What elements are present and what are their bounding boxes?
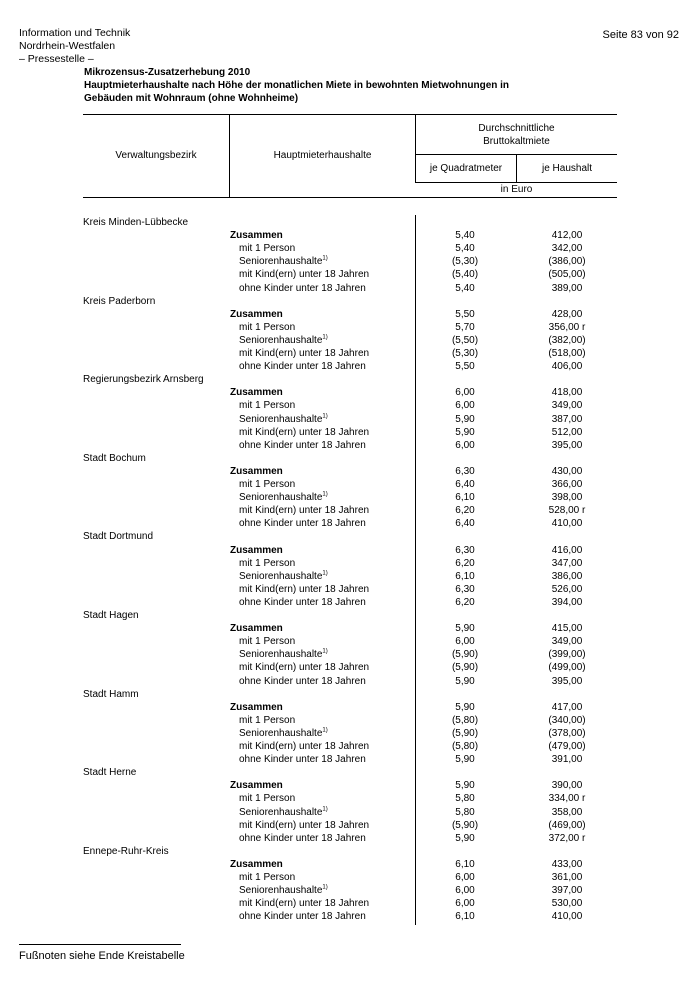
- table-row: [0, 504, 700, 517]
- district-row: [0, 609, 700, 622]
- household-category: [239, 321, 295, 334]
- value-per-sqm: 5,90: [455, 623, 475, 635]
- category-label: ohne Kinder unter 18 Jahren: [239, 518, 366, 530]
- value-per-household: 528,00 r: [548, 505, 586, 517]
- category-label: Seniorenhaushalte: [239, 649, 323, 661]
- district-row: [0, 688, 700, 701]
- value-per-sqm: 5,50: [455, 361, 475, 373]
- value-per-household: 349,00: [551, 636, 583, 648]
- category-label: Zusammen: [230, 544, 283, 556]
- category-label: ohne Kinder unter 18 Jahren: [239, 439, 366, 451]
- table-row: [0, 675, 700, 688]
- value-per-household: (386,00): [548, 256, 586, 268]
- value-per-sqm: 6,40: [455, 518, 475, 530]
- value-per-sqm: 6,00: [455, 400, 475, 412]
- table-row: [0, 413, 700, 426]
- table-row: [0, 308, 700, 321]
- value-per-sqm: 5,80: [455, 793, 475, 805]
- value-per-sqm: 6,00: [455, 636, 475, 648]
- category-label: Zusammen: [230, 465, 283, 477]
- category-label: Seniorenhaushalte: [239, 806, 323, 818]
- district-name: Stadt Hagen: [83, 610, 139, 621]
- table-row: [0, 268, 700, 281]
- table-row: [0, 596, 700, 609]
- table-row: [0, 714, 700, 727]
- district-name: Stadt Dortmund: [83, 531, 154, 543]
- value-per-sqm: 5,90: [455, 780, 475, 792]
- value-per-household: 358,00: [551, 806, 583, 818]
- category-label: mit 1 Person: [239, 557, 296, 569]
- value-per-sqm: (5,40): [451, 269, 479, 281]
- value-per-sqm: 6,10: [455, 492, 475, 504]
- value-per-household: 366,00: [551, 479, 583, 490]
- value-per-sqm: 6,30: [455, 465, 475, 477]
- value-per-sqm: 5,80: [455, 806, 475, 818]
- value-per-sqm: 6,30: [455, 583, 475, 595]
- table-row: [0, 517, 700, 530]
- value-per-household: 530,00: [551, 898, 583, 910]
- category-label: Zusammen: [230, 387, 283, 399]
- household-category: [239, 255, 328, 268]
- value-per-household: 394,00: [551, 596, 583, 608]
- category-label: Seniorenhaushalte: [239, 492, 323, 504]
- value-per-sqm: 5,40: [455, 230, 475, 242]
- household-category: [239, 478, 295, 491]
- household-category: [239, 806, 328, 819]
- value-per-household: 430,00: [551, 465, 583, 477]
- value-per-sqm: 6,00: [455, 885, 475, 897]
- table-row: [0, 229, 700, 242]
- category-label: ohne Kinder unter 18 Jahren: [239, 596, 366, 608]
- value-per-sqm: 5,40: [455, 243, 475, 255]
- household-category: [239, 635, 295, 648]
- table-row: [0, 897, 700, 910]
- value-per-household: 512,00: [551, 426, 583, 438]
- household-category: [230, 229, 283, 242]
- table-row: [0, 792, 700, 805]
- table-row: [0, 648, 700, 661]
- category-label: ohne Kinder unter 18 Jahren: [239, 282, 366, 294]
- value-per-household: 334,00 r: [548, 793, 586, 805]
- district-name: Stadt Hamm: [83, 688, 139, 700]
- category-label: mit Kind(ern) unter 18 Jahren: [239, 819, 370, 831]
- value-per-household: 526,00: [551, 583, 583, 595]
- value-per-household: 391,00: [551, 754, 583, 766]
- table-row: [0, 871, 700, 884]
- household-category: [239, 648, 328, 661]
- table-row: [0, 399, 700, 412]
- district-name: Stadt Bochum: [83, 452, 146, 464]
- district-name: Kreis Paderborn: [83, 295, 156, 307]
- table-top-rule: [83, 114, 617, 115]
- household-category: [239, 819, 369, 832]
- table-row: [0, 622, 700, 635]
- household-category: [230, 701, 283, 714]
- table-row: [0, 858, 700, 871]
- org-line: Information und Technik: [19, 27, 131, 39]
- value-per-sqm: 5,70: [455, 321, 475, 333]
- footnote-marker: 1): [322, 491, 328, 498]
- value-per-household: (518,00): [548, 348, 586, 359]
- value-per-household: 410,00: [551, 911, 583, 923]
- household-category: [239, 661, 369, 674]
- value-per-household: 412,00: [551, 230, 583, 242]
- district-row: [0, 216, 700, 229]
- footnote-marker: 1): [322, 727, 328, 734]
- value-per-household: 387,00: [551, 413, 583, 425]
- household-category: [230, 308, 283, 321]
- value-per-sqm: 6,00: [455, 872, 475, 883]
- value-per-sqm: 5,50: [455, 308, 475, 320]
- household-category: [239, 347, 369, 360]
- value-per-household: (399,00): [548, 649, 586, 661]
- value-per-household: (469,00): [548, 819, 586, 831]
- value-per-sqm: 5,90: [455, 701, 475, 713]
- household-category: [239, 832, 366, 845]
- value-per-sqm: 5,90: [455, 832, 475, 844]
- household-category: [239, 334, 328, 347]
- title-line: Mikrozensus-Zusatzerhebung 2010: [84, 67, 251, 78]
- value-per-household: 372,00 r: [548, 832, 586, 844]
- category-label: mit Kind(ern) unter 18 Jahren: [239, 898, 370, 910]
- household-category: [239, 399, 295, 412]
- table-row: [0, 360, 700, 373]
- category-label: mit 1 Person: [239, 243, 296, 255]
- table-row: [0, 439, 700, 452]
- footnote-reference: Fußnoten siehe Ende Kreistabelle: [19, 950, 185, 962]
- household-category: [239, 910, 366, 923]
- table-row: [0, 426, 700, 439]
- category-label: Zusammen: [230, 623, 283, 635]
- header-verwaltungsbezirk: Verwaltungsbezirk: [115, 150, 197, 161]
- value-per-sqm: 6,10: [455, 911, 475, 923]
- table-row: [0, 635, 700, 648]
- value-per-sqm: 6,20: [455, 505, 475, 517]
- category-label: Seniorenhaushalte: [239, 727, 323, 739]
- table-row: [0, 661, 700, 674]
- household-category: [239, 871, 295, 884]
- category-label: ohne Kinder unter 18 Jahren: [239, 832, 366, 844]
- category-label: Seniorenhaushalte: [239, 413, 323, 425]
- footnote-marker: 1): [322, 884, 328, 891]
- header-group: [416, 122, 617, 148]
- value-per-household: (382,00): [548, 334, 586, 346]
- household-category: [239, 491, 328, 504]
- table-row: [0, 832, 700, 845]
- value-per-sqm: (5,50): [451, 334, 479, 346]
- household-category: [239, 517, 366, 530]
- household-category: [239, 897, 369, 910]
- category-label: mit Kind(ern) unter 18 Jahren: [239, 583, 370, 595]
- table-row: [0, 583, 700, 596]
- footer-rule: [19, 944, 181, 945]
- value-per-sqm: 6,10: [455, 570, 475, 582]
- org-line: – Pressestelle –: [19, 53, 94, 65]
- category-label: mit 1 Person: [239, 714, 296, 726]
- category-label: Zusammen: [230, 308, 283, 320]
- table-row: [0, 478, 700, 491]
- household-category: [239, 570, 328, 583]
- value-per-sqm: (5,90): [451, 727, 479, 739]
- table-row: [0, 884, 700, 897]
- category-label: mit 1 Person: [239, 321, 296, 333]
- value-per-sqm: 6,20: [455, 557, 475, 569]
- value-per-sqm: 5,90: [455, 413, 475, 425]
- value-per-sqm: 5,90: [455, 426, 475, 438]
- table-row: [0, 347, 700, 360]
- district-row: [0, 766, 700, 779]
- table-row: [0, 282, 700, 295]
- table-row: [0, 321, 700, 334]
- category-label: Zusammen: [230, 780, 283, 792]
- value-per-household: 356,00 r: [548, 321, 586, 333]
- table-row: [0, 806, 700, 819]
- value-per-household: 349,00: [551, 400, 583, 412]
- category-label: mit Kind(ern) unter 18 Jahren: [239, 662, 370, 674]
- household-category: [230, 622, 283, 635]
- publisher-header: [19, 27, 130, 66]
- value-per-household: 410,00: [551, 518, 583, 530]
- footnote-marker: 1): [322, 334, 328, 341]
- value-per-sqm: (5,90): [451, 649, 479, 661]
- table-row: [0, 570, 700, 583]
- footnote-marker: 1): [322, 570, 328, 577]
- table-row: [0, 819, 700, 832]
- value-per-household: (499,00): [548, 662, 586, 674]
- category-label: mit Kind(ern) unter 18 Jahren: [239, 426, 370, 438]
- header-unit: in Euro: [500, 184, 533, 195]
- district-row: [0, 530, 700, 543]
- value-per-household: 361,00: [551, 872, 583, 883]
- value-per-household: 428,00: [551, 308, 583, 320]
- value-per-household: 406,00: [551, 361, 583, 373]
- value-per-household: 398,00: [551, 492, 583, 504]
- table-row: [0, 740, 700, 753]
- category-label: mit 1 Person: [239, 636, 296, 648]
- table-row: [0, 779, 700, 792]
- value-per-household: 390,00: [551, 780, 583, 792]
- value-per-household: (340,00): [548, 714, 586, 726]
- table-row: [0, 386, 700, 399]
- value-per-sqm: 6,40: [455, 479, 475, 490]
- household-category: [239, 884, 328, 897]
- district-row: [0, 373, 700, 386]
- value-per-sqm: (5,30): [451, 348, 479, 359]
- title-line: Gebäuden mit Wohnraum (ohne Wohnheime): [84, 93, 299, 104]
- category-label: Zusammen: [230, 230, 283, 242]
- category-label: Zusammen: [230, 858, 283, 870]
- value-per-household: 416,00: [551, 544, 583, 556]
- category-label: ohne Kinder unter 18 Jahren: [239, 754, 366, 766]
- category-label: Seniorenhaushalte: [239, 885, 323, 897]
- value-per-household: 386,00: [551, 570, 583, 582]
- value-per-sqm: 5,40: [455, 282, 475, 294]
- category-label: mit 1 Person: [239, 872, 296, 883]
- value-per-household: 417,00: [551, 701, 583, 713]
- value-per-sqm: 6,30: [455, 544, 475, 556]
- header-hauptmieterhaushalte: Hauptmieterhaushalte: [273, 150, 372, 161]
- value-per-household: 342,00: [551, 243, 583, 255]
- value-per-sqm: (5,90): [451, 662, 479, 674]
- value-per-household: 397,00: [551, 885, 583, 897]
- value-per-household: (378,00): [548, 727, 586, 739]
- value-per-sqm: 5,90: [455, 754, 475, 766]
- value-per-household: (505,00): [548, 269, 586, 281]
- value-per-sqm: 6,00: [455, 387, 475, 399]
- district-row: [0, 295, 700, 308]
- household-category: [239, 753, 366, 766]
- household-category: [239, 504, 369, 517]
- household-category: [239, 583, 369, 596]
- table-row: [0, 242, 700, 255]
- value-per-sqm: 6,10: [455, 858, 475, 870]
- value-per-sqm: 6,00: [455, 898, 475, 910]
- footnote-marker: 1): [322, 255, 328, 262]
- household-category: [239, 426, 369, 439]
- footnote-marker: 1): [322, 806, 328, 813]
- household-category: [239, 268, 369, 281]
- household-category: [239, 242, 295, 255]
- household-category: [230, 858, 283, 871]
- value-per-household: 415,00: [551, 623, 583, 635]
- value-per-household: 347,00: [551, 557, 583, 569]
- household-category: [239, 675, 366, 688]
- district-name: Regierungsbezirk Arnsberg: [83, 374, 204, 386]
- table-title: [84, 66, 509, 105]
- table-row: [0, 334, 700, 347]
- table-row: [0, 544, 700, 557]
- org-line: Nordrhein-Westfalen: [19, 40, 116, 52]
- district-name: Stadt Herne: [83, 767, 137, 779]
- table-row: [0, 727, 700, 740]
- header-group-line: Durchschnittliche: [478, 123, 555, 134]
- household-category: [230, 386, 283, 399]
- household-category: [239, 727, 328, 740]
- category-label: Zusammen: [230, 701, 283, 713]
- header-je-quadratmeter: je Quadratmeter: [429, 163, 503, 174]
- table-row: [0, 753, 700, 766]
- category-label: Seniorenhaushalte: [239, 570, 323, 582]
- table-row: [0, 557, 700, 570]
- value-per-household: 433,00: [551, 858, 583, 870]
- header-bottom-rule: [83, 197, 617, 198]
- household-category: [239, 360, 366, 373]
- category-label: ohne Kinder unter 18 Jahren: [239, 675, 366, 687]
- value-per-household: 389,00: [551, 282, 583, 294]
- value-per-household: 395,00: [551, 439, 583, 451]
- header-group-line: Bruttokaltmiete: [483, 136, 550, 147]
- table-row: [0, 701, 700, 714]
- district-name: Ennepe-Ruhr-Kreis: [83, 845, 169, 857]
- household-category: [230, 465, 283, 478]
- category-label: ohne Kinder unter 18 Jahren: [239, 361, 366, 373]
- household-category: [239, 439, 366, 452]
- footnote-marker: 1): [322, 648, 328, 655]
- category-label: mit Kind(ern) unter 18 Jahren: [239, 348, 370, 359]
- district-name: Kreis Minden-Lübbecke: [83, 217, 189, 228]
- value-per-household: (479,00): [548, 741, 586, 752]
- page-number: Seite 83 von 92: [602, 29, 679, 41]
- district-row: [0, 845, 700, 858]
- household-category: [239, 596, 366, 609]
- table-row: [0, 465, 700, 478]
- value-per-household: 418,00: [551, 387, 583, 399]
- category-label: mit Kind(ern) unter 18 Jahren: [239, 505, 370, 517]
- category-label: mit Kind(ern) unter 18 Jahren: [239, 269, 370, 281]
- value-per-household: 395,00: [551, 675, 583, 687]
- value-per-sqm: 6,20: [455, 596, 475, 608]
- household-category: [239, 714, 295, 727]
- household-category: [239, 282, 366, 295]
- household-category: [239, 557, 295, 570]
- household-category: [239, 413, 328, 426]
- table-row: [0, 255, 700, 268]
- footnote-marker: 1): [322, 413, 328, 420]
- category-label: mit 1 Person: [239, 479, 296, 490]
- value-per-sqm: (5,80): [451, 741, 479, 752]
- category-label: mit 1 Person: [239, 400, 296, 412]
- category-label: mit 1 Person: [239, 793, 296, 805]
- household-category: [239, 740, 369, 753]
- value-per-sqm: (5,80): [451, 714, 479, 726]
- household-category: [230, 544, 283, 557]
- table-row: [0, 491, 700, 504]
- district-row: [0, 452, 700, 465]
- category-label: mit Kind(ern) unter 18 Jahren: [239, 741, 370, 752]
- header-je-haushalt: je Haushalt: [541, 163, 593, 174]
- category-label: Seniorenhaushalte: [239, 334, 323, 346]
- value-per-sqm: 5,90: [455, 675, 475, 687]
- value-per-sqm: (5,30): [451, 256, 479, 268]
- value-per-sqm: 6,00: [455, 439, 475, 451]
- household-category: [239, 792, 295, 805]
- household-category: [230, 779, 283, 792]
- value-per-sqm: (5,90): [451, 819, 479, 831]
- category-label: Seniorenhaushalte: [239, 256, 323, 268]
- title-line: Hauptmieterhaushalte nach Höhe der monatlichen Miete in bewohnten Mietwohnungen in: [84, 80, 510, 91]
- category-label: ohne Kinder unter 18 Jahren: [239, 911, 366, 923]
- table-row: [0, 910, 700, 923]
